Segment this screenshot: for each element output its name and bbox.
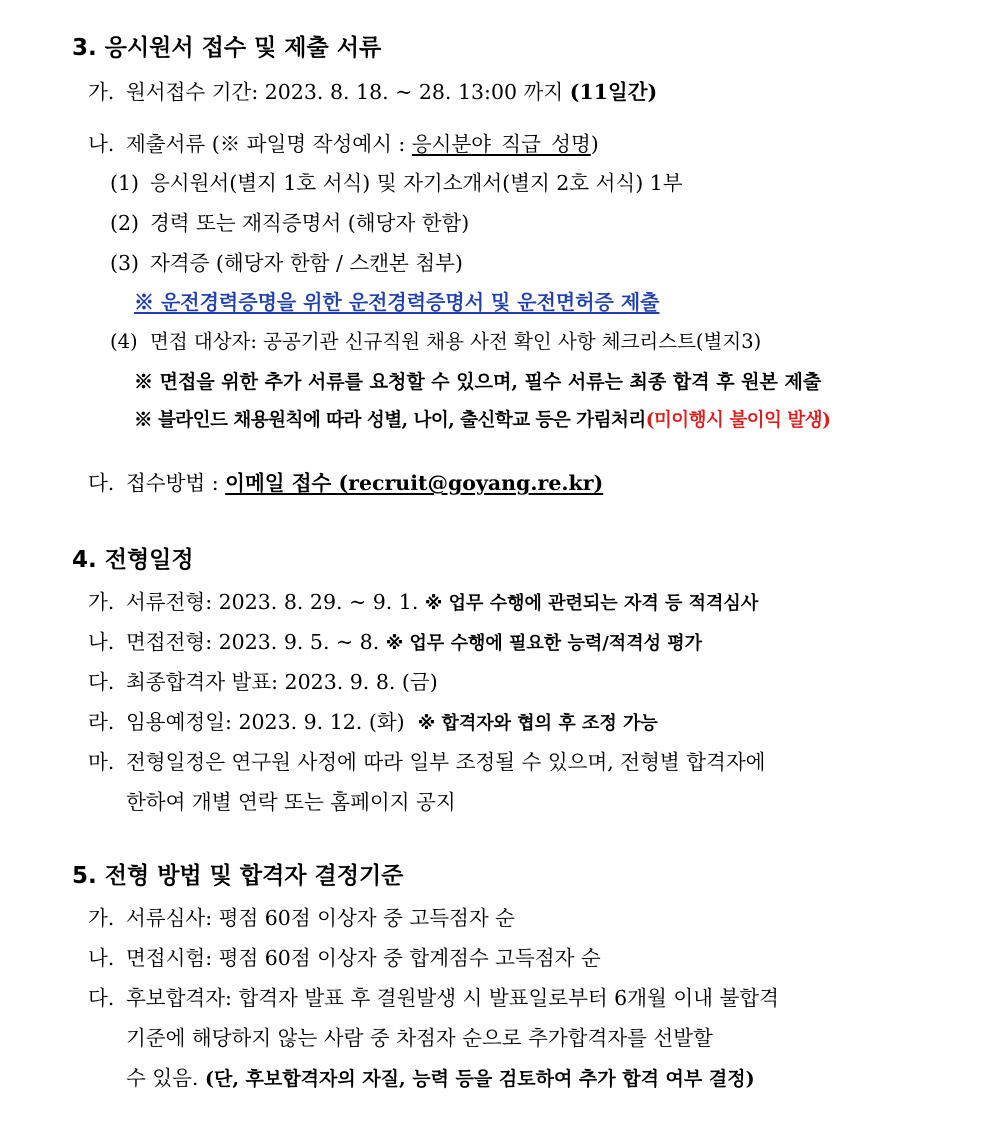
document-review-criteria: 서류심사: 평점 60점 이상자 중 고득점자 순 [126, 906, 515, 930]
document-item-2 [110, 209, 469, 237]
section-4-na [88, 628, 702, 658]
item-text: 경력 또는 재직증명서 (해당자 한함) [150, 211, 470, 235]
item-text: 응시원서(별지 1호 서식) 및 자기소개서(별지 2호 서식) 1부 [150, 171, 683, 195]
item-label: 가. [88, 906, 115, 930]
document-item-4 [110, 328, 761, 356]
item-text: 자격증 (해당자 한함 / 스캔본 첨부) [150, 251, 463, 275]
item-number: (2) [110, 211, 140, 235]
section-3-title: 3. 응시원서 접수 및 제출 서류 [72, 35, 382, 61]
item-number: (1) [110, 171, 140, 195]
driver-license-note: ※ 운전경력증명을 위한 운전경력증명서 및 운전면허증 제출 [134, 290, 660, 314]
documents-label: 제출서류 (※ 파일명 작성예시 : [126, 132, 406, 156]
section-4-title: 4. 전형일정 [72, 547, 194, 573]
section-5-title: 5. 전형 방법 및 합격자 결정기준 [72, 863, 404, 889]
submission-email: 이메일 접수 (recruit@goyang.re.kr) [225, 471, 604, 495]
item-label: 다. [88, 986, 115, 1010]
blind-hiring-note [134, 407, 830, 435]
document-screening-note: ※ 업무 수행에 관련되는 자격 등 적격심사 [424, 593, 759, 614]
section-3-na [88, 130, 599, 158]
reserve-candidate-text-1: 후보합격자: 합격자 발표 후 결원발생 시 발표일로부터 6개월 이내 불합격 [126, 986, 779, 1010]
interview-criteria: 면접시험: 평점 60점 이상자 중 합계점수 고득점자 순 [126, 946, 601, 970]
document-item-3 [110, 249, 463, 277]
document-item-1 [110, 169, 683, 197]
schedule-adjust-text-2: 한하여 개별 연락 또는 홈페이지 공지 [126, 790, 456, 814]
schedule-adjust-text-1: 전형일정은 연구원 사정에 따라 일부 조정될 수 있으며, 전형별 합격자에 [126, 750, 766, 774]
item-label: 마. [88, 750, 115, 774]
section-3-ga [88, 78, 657, 106]
filename-example: 응시분야_직급_성명 [411, 132, 591, 156]
appointment-date: 임용예정일: 2023. 9. 12. (화) [126, 710, 405, 734]
submission-method-label: 접수방법 : [126, 471, 219, 495]
section-3-da [88, 469, 603, 497]
section-4-ra [88, 708, 658, 738]
item-label: 다. [88, 471, 115, 495]
section-5-da [88, 984, 779, 1012]
reserve-candidate-condition: (단, 후보합격자의 자질, 능력 등을 검토하여 추가 합격 여부 결정) [204, 1068, 755, 1090]
appointment-note: ※ 합격자와 협의 후 조정 가능 [417, 713, 658, 734]
final-announcement-date: 최종합격자 발표: 2023. 9. 8. (금) [126, 670, 438, 694]
item-label: 라. [88, 710, 115, 734]
section-4-ma [88, 748, 765, 776]
reserve-candidate-text-3 [126, 1064, 755, 1093]
interview-note: ※ 면접을 위한 추가 서류를 요청할 수 있으며, 필수 서류는 최종 합격 후 원본 제출 [134, 371, 822, 393]
item-label: 나. [88, 132, 115, 156]
blind-hiring-text: ※ 블라인드 채용원칙에 따라 성별, 나이, 출신학교 등은 가림처리 [134, 410, 646, 431]
item-number: (3) [110, 251, 140, 275]
item-label: 가. [88, 80, 115, 104]
section-4-ga [88, 588, 758, 618]
application-days: (11일간) [569, 80, 658, 104]
item-label: 나. [88, 946, 115, 970]
interview-date: 면접전형: 2023. 9. 5. ~ 8. [126, 630, 380, 654]
item-text: 면접 대상자: 공공기관 신규직원 채용 사전 확인 사항 체크리스트(별지3) [150, 330, 762, 353]
penalty-warning: (미이행시 불이익 발생) [645, 410, 831, 431]
interview-note: ※ 업무 수행에 필요한 능력/적격성 평가 [385, 633, 703, 654]
item-label: 다. [88, 670, 115, 694]
item-number: (4) [110, 330, 138, 353]
document-screening-date: 서류전형: 2023. 8. 29. ~ 9. 1. [126, 590, 419, 614]
close-paren: ) [590, 132, 599, 156]
section-5-ga [88, 904, 515, 932]
section-5-na [88, 944, 601, 972]
item-label: 가. [88, 590, 115, 614]
section-4-da [88, 668, 438, 696]
item-label: 나. [88, 630, 115, 654]
application-period: 원서접수 기간: 2023. 8. 18. ~ 28. 13:00 까지 [126, 80, 564, 104]
reserve-candidate-text-2: 기준에 해당하지 않는 사람 중 차점자 순으로 추가합격자를 선발할 [126, 1026, 713, 1050]
reserve-candidate-possible: 수 있음. [126, 1066, 199, 1090]
